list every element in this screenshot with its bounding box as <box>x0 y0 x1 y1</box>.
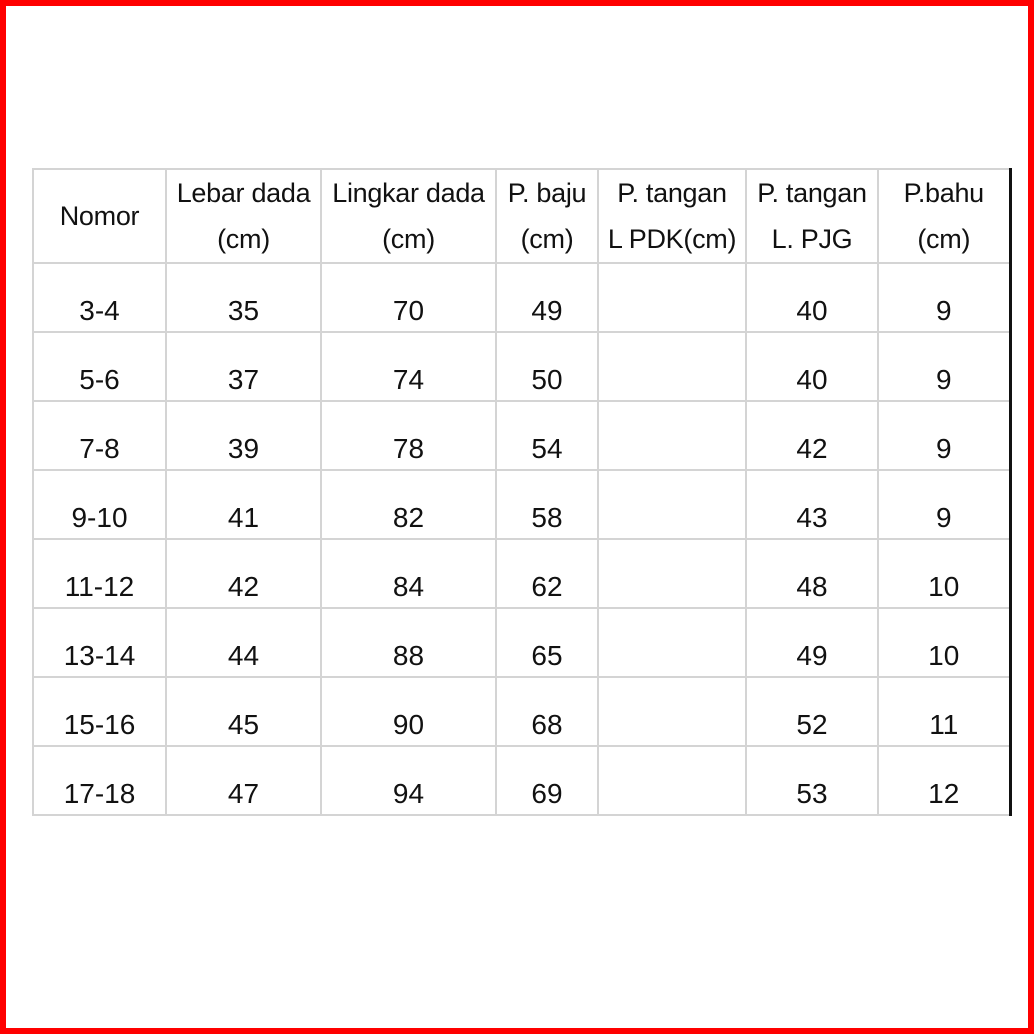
cell-p-bahu: 9 <box>878 263 1010 332</box>
header-line: P. tangan <box>617 178 727 208</box>
cell-lingkar-dada: 88 <box>321 608 496 677</box>
header-line: (cm) <box>520 224 574 254</box>
header-line: P.bahu <box>903 178 984 208</box>
cell-p-bahu: 12 <box>878 746 1010 815</box>
header-p-bahu <box>878 169 1010 263</box>
cell-p-tangan-panjang: 53 <box>746 746 878 815</box>
table-row <box>33 263 1010 332</box>
cell-lebar-dada: 37 <box>166 332 321 401</box>
cell-p-tangan-pendek <box>598 746 746 815</box>
cell-p-tangan-panjang: 40 <box>746 332 878 401</box>
header-line: P. tangan <box>757 178 867 208</box>
header-p-tangan-pendek <box>598 169 746 263</box>
table-row <box>33 470 1010 539</box>
cell-p-bahu: 10 <box>878 608 1010 677</box>
cell-p-baju: 62 <box>496 539 598 608</box>
cell-p-tangan-pendek <box>598 401 746 470</box>
cell-lebar-dada: 45 <box>166 677 321 746</box>
header-line: L. PJG <box>771 224 853 254</box>
header-p-baju <box>496 169 598 263</box>
cell-p-bahu: 9 <box>878 470 1010 539</box>
cell-p-tangan-pendek <box>598 263 746 332</box>
cell-p-tangan-pendek <box>598 608 746 677</box>
cell-lebar-dada: 35 <box>166 263 321 332</box>
table-row <box>33 401 1010 470</box>
cell-p-bahu: 9 <box>878 332 1010 401</box>
cell-p-tangan-panjang: 43 <box>746 470 878 539</box>
cell-p-tangan-pendek <box>598 470 746 539</box>
cell-nomor: 17-18 <box>33 746 166 815</box>
header-line: L PDK(cm) <box>607 224 737 254</box>
cell-nomor: 11-12 <box>33 539 166 608</box>
header-line: P. baju <box>507 178 587 208</box>
cell-p-bahu: 9 <box>878 401 1010 470</box>
table-row <box>33 539 1010 608</box>
cell-lingkar-dada: 70 <box>321 263 496 332</box>
header-p-tangan-panjang <box>746 169 878 263</box>
table-row <box>33 332 1010 401</box>
cell-p-baju: 69 <box>496 746 598 815</box>
cell-p-tangan-panjang: 52 <box>746 677 878 746</box>
cell-nomor: 15-16 <box>33 677 166 746</box>
cell-lingkar-dada: 82 <box>321 470 496 539</box>
cell-lebar-dada: 42 <box>166 539 321 608</box>
cell-lebar-dada: 41 <box>166 470 321 539</box>
cell-p-bahu: 11 <box>878 677 1010 746</box>
table-header-row <box>33 169 1010 263</box>
cell-p-tangan-panjang: 49 <box>746 608 878 677</box>
cell-nomor: 13-14 <box>33 608 166 677</box>
header-line: Lingkar dada <box>332 178 485 208</box>
cell-p-baju: 68 <box>496 677 598 746</box>
header-line: (cm) <box>217 224 270 254</box>
cell-p-baju: 54 <box>496 401 598 470</box>
cell-p-bahu: 10 <box>878 539 1010 608</box>
header-line: (cm) <box>382 224 435 254</box>
cell-p-tangan-pendek <box>598 332 746 401</box>
table-row <box>33 746 1010 815</box>
cell-lingkar-dada: 74 <box>321 332 496 401</box>
cell-nomor: 9-10 <box>33 470 166 539</box>
cell-p-tangan-panjang: 48 <box>746 539 878 608</box>
table-row <box>33 608 1010 677</box>
cell-p-baju: 49 <box>496 263 598 332</box>
table-body <box>33 263 1010 815</box>
cell-lingkar-dada: 84 <box>321 539 496 608</box>
cell-p-tangan-panjang: 42 <box>746 401 878 470</box>
cell-p-baju: 50 <box>496 332 598 401</box>
cell-nomor: 5-6 <box>33 332 166 401</box>
cell-p-baju: 58 <box>496 470 598 539</box>
header-line: (cm) <box>917 224 971 254</box>
cell-lingkar-dada: 78 <box>321 401 496 470</box>
header-nomor: Nomor <box>33 169 166 263</box>
cell-lebar-dada: 39 <box>166 401 321 470</box>
cell-p-tangan-pendek <box>598 539 746 608</box>
cell-nomor: 3-4 <box>33 263 166 332</box>
table-row <box>33 677 1010 746</box>
header-lebar-dada <box>166 169 321 263</box>
cell-nomor: 7-8 <box>33 401 166 470</box>
cell-lebar-dada: 44 <box>166 608 321 677</box>
header-line: Lebar dada <box>176 178 311 208</box>
size-chart-table <box>32 168 1012 816</box>
cell-p-tangan-pendek <box>598 677 746 746</box>
cell-lebar-dada: 47 <box>166 746 321 815</box>
header-lingkar-dada <box>321 169 496 263</box>
cell-p-baju: 65 <box>496 608 598 677</box>
cell-lingkar-dada: 90 <box>321 677 496 746</box>
cell-p-tangan-panjang: 40 <box>746 263 878 332</box>
cell-lingkar-dada: 94 <box>321 746 496 815</box>
